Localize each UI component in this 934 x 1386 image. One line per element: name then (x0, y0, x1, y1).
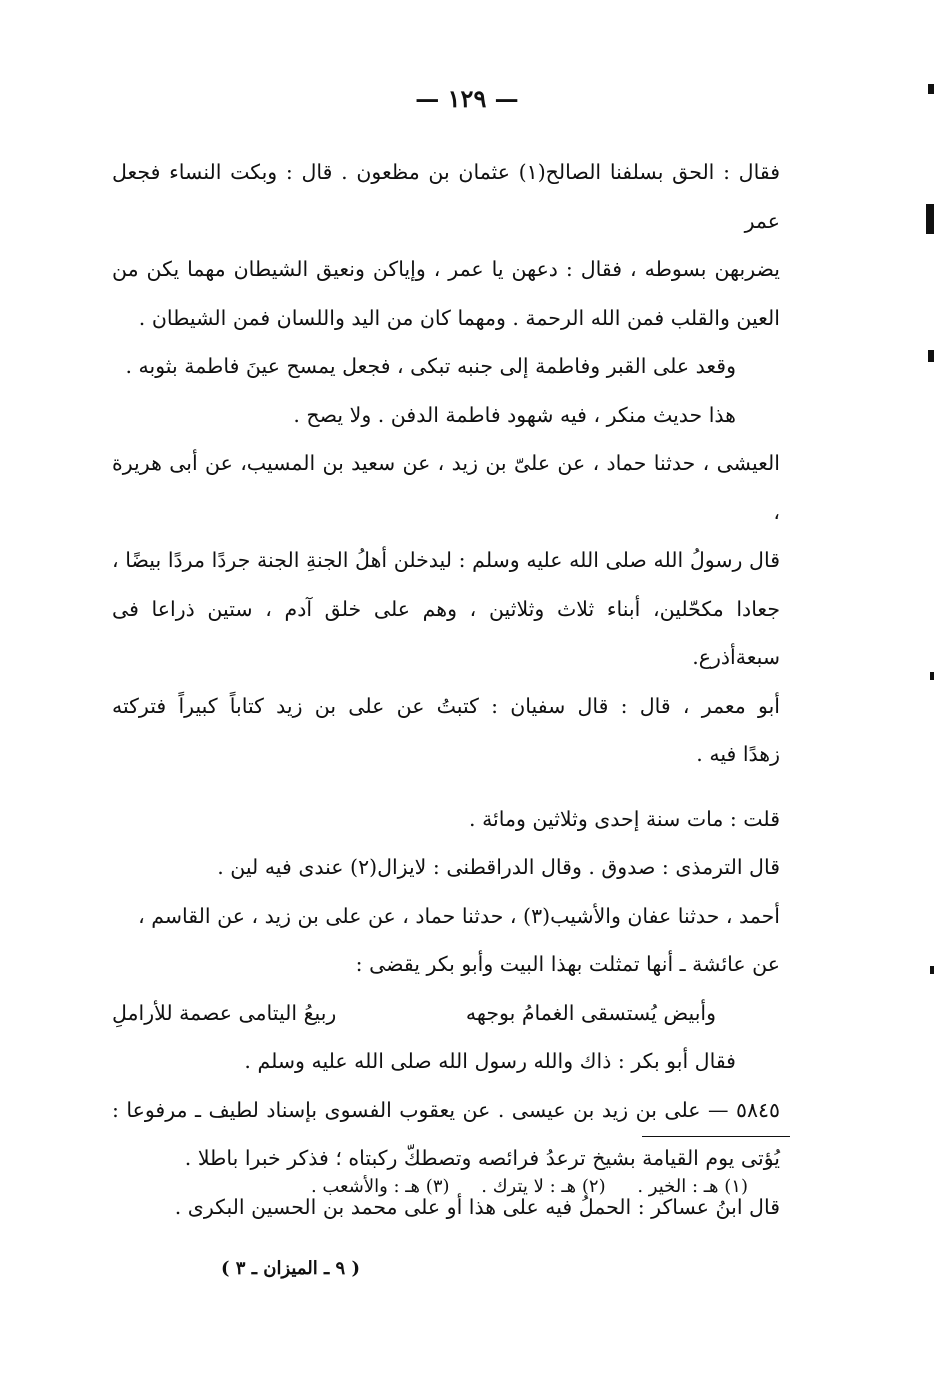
signature-mark: ( ٩ ـ الميزان ـ ٣ ) (220, 1258, 360, 1279)
text-line-17: يُؤتى يوم القيامة بشيخ ترعدُ فرائصه وتصطكّ ركبتاه ؛ فذكر خبرا باطلا . (184, 1146, 780, 1170)
footnotes (200, 1170, 748, 1204)
poetry-verse (112, 989, 780, 1038)
footnote-divider (642, 1136, 790, 1137)
page-number: — ١٢٩ — (415, 84, 519, 113)
text-line-1: فقال : الحق بسلفنا الصالح(١) عثمان بن مظعون . قال : وبكت النساء فجعل عمر (112, 160, 780, 233)
edge-mark-5 (930, 966, 934, 974)
text-line-2: يضربهن بسوطه ، فقال : دعهن يا عمر ، وإياكن ونعيق الشيطان مهما يكن من (112, 257, 780, 281)
edge-mark-4 (930, 672, 934, 680)
text-line-11: قلت : مات سنة إحدى وثلاثين ومائة . (469, 806, 780, 831)
text-line-13: أحمد ، حدثنا عفان والأشيب(٣) ، حدثنا حماد ، عن على بن زيد ، عن القاسم ، (138, 903, 780, 928)
footnote-1: (١) هـ : الخير . (637, 1176, 748, 1197)
main-text (112, 148, 780, 1231)
edge-mark-3 (928, 350, 934, 362)
text-line-4: وقعد على القبر وفاطمة إلى جنبه تبكى ، فجعل يمسح عينَ فاطمة بثوبه . (125, 354, 736, 378)
verse-first-hemistich: وأبيض يُستسقى الغمامُ بوجهه (465, 1000, 716, 1025)
text-line-8: جعادا مكحّلين، أبناء ثلاث وثلاثين ، وهم على خلق آدم ، ستين ذراعا فى سبعةأذرع. (112, 596, 780, 669)
edge-mark-2 (926, 204, 934, 234)
verse-second-hemistich: ربيعُ اليتامى عصمة للأراملِ (112, 1000, 337, 1025)
text-line-18: قال ابنُ عساكر : الحملُ فيه على هذا أو على محمد بن الحسين البكرى . (174, 1194, 780, 1219)
text-line-5: هذا حديث منكر ، فيه شهود فاطمة الدفن . ولا يصح . (293, 402, 736, 427)
text-line-12: قال الترمذى : صدوق . وقال الدراقطنى : لايزال(٢) عندى فيه لين . (217, 855, 780, 879)
footnote-3: (٣) هـ : والأشعب . (310, 1176, 450, 1197)
text-line-15: فقال أبو بكر : ذاك والله رسول الله صلى الله عليه وسلم . (244, 1049, 736, 1073)
text-line-10: زهدًا فيه . (696, 742, 780, 766)
footnote-2: (٢) هـ : لا يترك . (481, 1176, 606, 1197)
text-line-3: العين والقلب فمن الله الرحمة . ومهما كان من اليد واللسان فمن الشيطان . (138, 305, 780, 330)
text-line-7: قال رسولُ الله صلى الله عليه وسلم : ليدخلن أهلُ الجنةِ الجنة جردًا مردًا بيضًا ، (112, 548, 780, 572)
text-line-9: أبو معمر ، قال : قال سفيان : كتبتُ عن على بن زيد كتاباً كبيراً فتركته (112, 693, 780, 718)
text-line-14: عن عائشة ـ أنها تمثلت بهذا البيت وأبو بكر يقضى : (355, 952, 780, 976)
entry-heading-5845: ٥٨٤٥ — على بن زيد بن عيسى . عن يعقوب الفسوى بإسناد لطيف ـ مرفوعا : (112, 1097, 780, 1122)
text-line-6: العيشى ، حدثنا حماد ، عن علىّ بن زيد ، عن سعيد بن المسيب، عن أبى هريرة ، (112, 451, 780, 524)
